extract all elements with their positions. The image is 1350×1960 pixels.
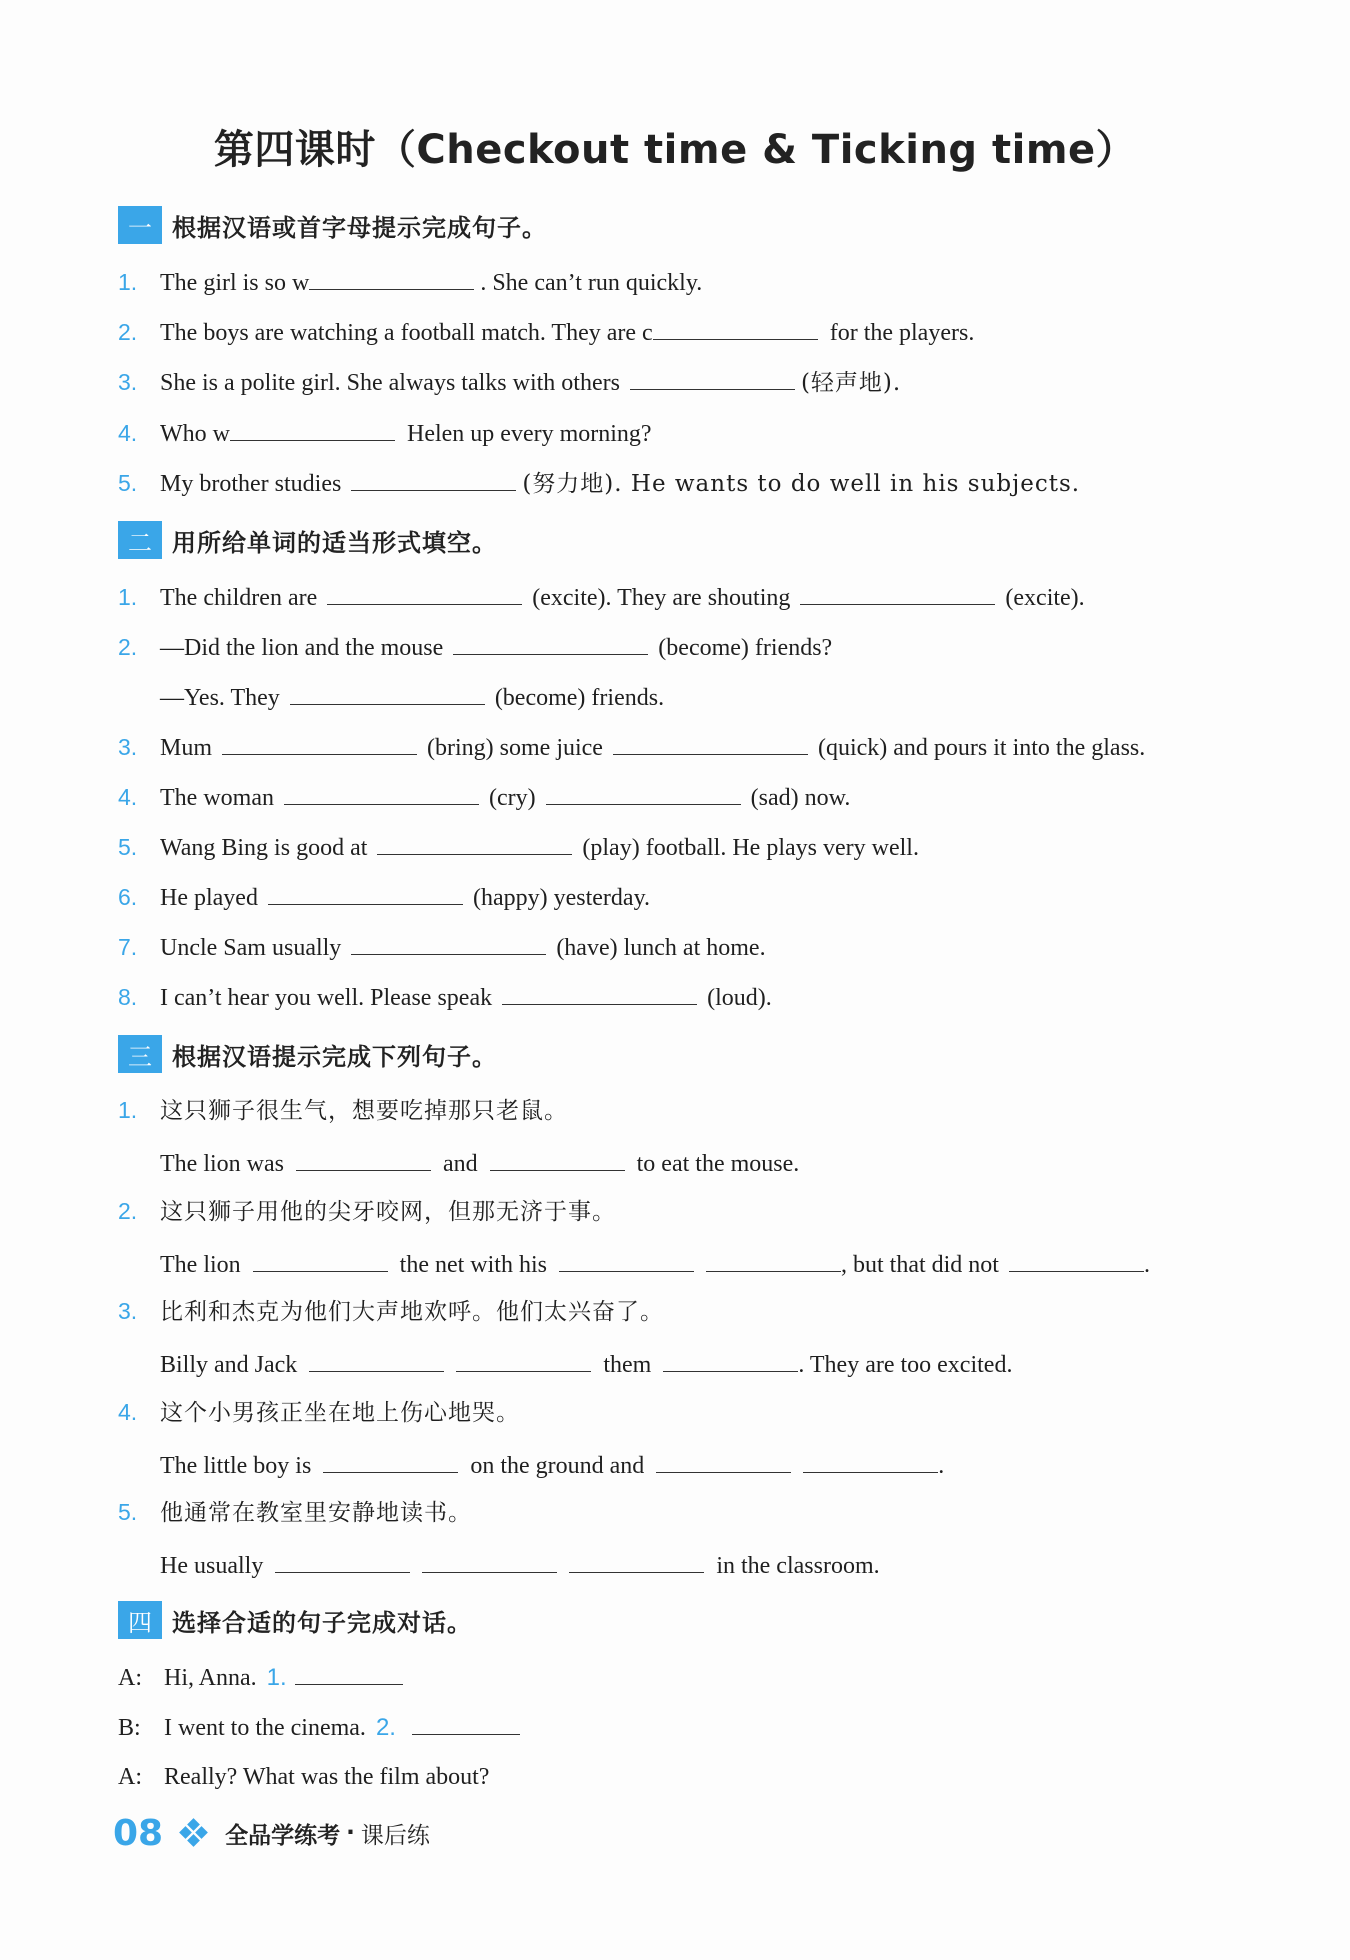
- question-number: 1.: [118, 269, 138, 295]
- question-text: The girl is so w: [160, 270, 310, 296]
- answer-text: The lion: [160, 1252, 241, 1278]
- question-number: 6.: [118, 884, 138, 910]
- question-row: [118, 1092, 568, 1128]
- answer-blank[interactable]: [663, 1345, 798, 1372]
- answer-text: The lion was: [160, 1151, 284, 1177]
- answer-text: .: [1143, 1252, 1150, 1278]
- question-number: 3.: [118, 734, 138, 760]
- question-number: 1.: [118, 1097, 138, 1123]
- section-2-header: [118, 520, 497, 560]
- question-text: (play) football. He plays very well.: [582, 835, 919, 861]
- answer-blank[interactable]: [275, 1546, 410, 1573]
- question-text: Uncle Sam usually: [160, 935, 342, 961]
- question-prompt-zh: 这只狮子用他的尖牙咬网，但那无济于事。: [160, 1199, 616, 1225]
- answer-blank[interactable]: [222, 728, 417, 755]
- question-text: He played: [160, 885, 258, 911]
- question-number: 4.: [118, 784, 138, 810]
- question-prompt-zh: 这只狮子很生气，想要吃掉那只老鼠。: [160, 1098, 568, 1124]
- section-title: 选择合适的句子完成对话。: [172, 1608, 472, 1637]
- answer-text: the net with his: [399, 1252, 547, 1278]
- question-text: (cry): [488, 785, 536, 811]
- question-row: [118, 464, 1080, 500]
- answer-blank[interactable]: [656, 1446, 791, 1473]
- question-text: (become) friends.: [494, 685, 665, 711]
- question-row: [118, 578, 1085, 614]
- question-text: —Yes. They: [160, 685, 280, 711]
- answer-text: in the classroom.: [716, 1553, 880, 1579]
- question-text: Mum: [160, 735, 213, 761]
- question-row: [118, 363, 901, 399]
- question-text: She is a polite girl. She always talks with others: [160, 370, 620, 396]
- question-prompt-zh: 这个小男孩正坐在地上伤心地哭。: [160, 1400, 520, 1426]
- answer-blank[interactable]: [309, 263, 474, 290]
- answer-blank[interactable]: [569, 1546, 704, 1573]
- answer-blank[interactable]: [630, 363, 795, 390]
- answer-blank[interactable]: [268, 878, 463, 905]
- question-number: 4.: [118, 1399, 138, 1425]
- section-badge: 二: [118, 521, 162, 559]
- dialogue-line: [118, 1658, 409, 1694]
- question-number: 2.: [118, 319, 138, 345]
- question-text: (quick) and pours it into the glass.: [817, 735, 1146, 761]
- question-answer-row: [160, 1345, 1012, 1381]
- question-text: I can’t hear you well. Please speak: [160, 985, 493, 1011]
- question-number: 3.: [118, 369, 138, 395]
- answer-text: to eat the mouse.: [636, 1151, 800, 1177]
- question-row: [118, 828, 919, 864]
- answer-text: The little boy is: [160, 1453, 312, 1479]
- question-row: [118, 728, 1145, 764]
- question-prompt-zh: 他通常在教室里安静地读书。: [160, 1500, 472, 1526]
- question-text: (have) lunch at home.: [556, 935, 766, 961]
- brand-separator: ·: [346, 1820, 355, 1846]
- brand-subtitle: 课后练: [360, 1822, 430, 1849]
- brand-name: 全品学练考: [225, 1822, 341, 1849]
- question-answer-row: [160, 1245, 1150, 1281]
- question-number: 2.: [118, 634, 138, 660]
- question-text: (bring) some juice: [427, 735, 603, 761]
- section-badge: 三: [118, 1035, 162, 1073]
- section-badge: 一: [118, 206, 162, 244]
- question-number: 5.: [118, 470, 138, 496]
- answer-text: .: [938, 1453, 945, 1479]
- section-4-header: [118, 1600, 472, 1640]
- section-title: 根据汉语提示完成下列句子。: [172, 1042, 497, 1071]
- answer-text: Billy and Jack: [160, 1352, 298, 1378]
- question-text: (努力地). He wants to do well in his subjects.: [522, 471, 1081, 497]
- question-text: Who w: [160, 421, 230, 447]
- answer-blank[interactable]: [546, 778, 741, 805]
- answer-blank[interactable]: [800, 578, 995, 605]
- question-text: (轻声地).: [800, 370, 902, 396]
- dialogue-text: Hi, Anna.: [164, 1665, 257, 1691]
- answer-blank[interactable]: [422, 1546, 557, 1573]
- answer-blank[interactable]: [290, 678, 485, 705]
- dialogue-line: [118, 1708, 526, 1744]
- answer-blank[interactable]: [351, 928, 546, 955]
- blank-number: 2.: [375, 1714, 396, 1741]
- answer-text: , but that did not: [840, 1252, 999, 1278]
- question-number: 7.: [118, 934, 138, 960]
- question-row: [118, 313, 974, 349]
- answer-text: He usually: [160, 1553, 264, 1579]
- answer-blank[interactable]: [327, 578, 522, 605]
- answer-blank[interactable]: [253, 1245, 388, 1272]
- question-row: [118, 778, 850, 814]
- answer-blank[interactable]: [230, 414, 395, 441]
- question-number: 8.: [118, 984, 138, 1010]
- question-row: [118, 628, 832, 664]
- question-text: The woman: [160, 785, 274, 811]
- answer-blank[interactable]: [351, 464, 516, 491]
- answer-text: them: [603, 1352, 652, 1378]
- answer-text: and: [442, 1151, 478, 1177]
- question-text: —Did the lion and the mouse: [160, 635, 444, 661]
- speaker-label: A:: [118, 1764, 142, 1790]
- question-row: [118, 978, 772, 1014]
- question-prompt-zh: 比利和杰克为他们大声地欢呼。他们太兴奋了。: [160, 1299, 664, 1325]
- question-row: [118, 1193, 616, 1229]
- question-text: (loud).: [707, 985, 772, 1011]
- answer-blank[interactable]: [323, 1446, 458, 1473]
- answer-text: on the ground and: [470, 1453, 645, 1479]
- answer-blank[interactable]: [559, 1245, 694, 1272]
- page-title: 第四课时（Checkout time & Ticking time）: [213, 127, 1137, 173]
- question-answer-row: [160, 1446, 944, 1482]
- answer-blank[interactable]: [1009, 1245, 1144, 1272]
- question-number: 5.: [118, 834, 138, 860]
- answer-blank[interactable]: [412, 1708, 520, 1735]
- section-title: 根据汉语或首字母提示完成句子。: [172, 213, 547, 242]
- question-answer-row: [160, 1144, 799, 1180]
- answer-blank[interactable]: [502, 978, 697, 1005]
- question-number: 1.: [118, 584, 138, 610]
- question-text: . She can’t run quickly.: [480, 270, 703, 296]
- question-number: 2.: [118, 1198, 138, 1224]
- question-text: (sad) now.: [750, 785, 851, 811]
- page-number: 08: [113, 1812, 164, 1854]
- question-number: 5.: [118, 1499, 138, 1525]
- section-3-header: [118, 1034, 497, 1074]
- answer-blank[interactable]: [803, 1446, 938, 1473]
- speaker-label: A:: [118, 1665, 142, 1691]
- answer-blank[interactable]: [706, 1245, 841, 1272]
- question-row: [118, 928, 766, 964]
- question-number: 3.: [118, 1298, 138, 1324]
- question-row: [118, 1494, 472, 1530]
- answer-text: . They are too excited.: [798, 1352, 1013, 1378]
- question-text: Wang Bing is good at: [160, 835, 368, 861]
- question-text: (excite). They are shouting: [532, 585, 791, 611]
- speaker-label: B:: [118, 1715, 141, 1741]
- question-text: The children are: [160, 585, 318, 611]
- dialogue-text: I went to the cinema.: [164, 1715, 366, 1741]
- question-text: My brother studies: [160, 471, 342, 497]
- question-row: [118, 1394, 520, 1430]
- answer-blank[interactable]: [456, 1345, 591, 1372]
- answer-blank[interactable]: [377, 828, 572, 855]
- question-text: The boys are watching a football match. They are c: [160, 320, 653, 346]
- question-row: [118, 878, 650, 914]
- diamond-logo-icon: [181, 1820, 207, 1846]
- section-badge: 四: [118, 1601, 162, 1639]
- question-text: Helen up every morning?: [406, 421, 652, 447]
- question-row: [118, 1293, 664, 1329]
- answer-blank[interactable]: [653, 313, 818, 340]
- question-row: [118, 263, 702, 299]
- question-number: 4.: [118, 420, 138, 446]
- question-text: (excite).: [1005, 585, 1085, 611]
- answer-blank[interactable]: [284, 778, 479, 805]
- question-row: [160, 678, 664, 714]
- question-text: for the players.: [829, 320, 975, 346]
- answer-blank[interactable]: [453, 628, 648, 655]
- question-row: [118, 414, 652, 450]
- question-text: (become) friends?: [658, 635, 833, 661]
- answer-blank[interactable]: [296, 1144, 431, 1171]
- answer-blank[interactable]: [613, 728, 808, 755]
- answer-blank[interactable]: [295, 1658, 403, 1685]
- page-footer: [113, 1808, 430, 1858]
- question-answer-row: [160, 1546, 880, 1582]
- answer-blank[interactable]: [490, 1144, 625, 1171]
- question-text: (happy) yesterday.: [472, 885, 651, 911]
- dialogue-text: Really? What was the film about?: [164, 1764, 490, 1790]
- section-title: 用所给单词的适当形式填空。: [172, 528, 497, 557]
- blank-number: 1.: [266, 1664, 287, 1691]
- dialogue-line: [118, 1759, 489, 1795]
- section-1-header: [118, 205, 547, 245]
- answer-blank[interactable]: [309, 1345, 444, 1372]
